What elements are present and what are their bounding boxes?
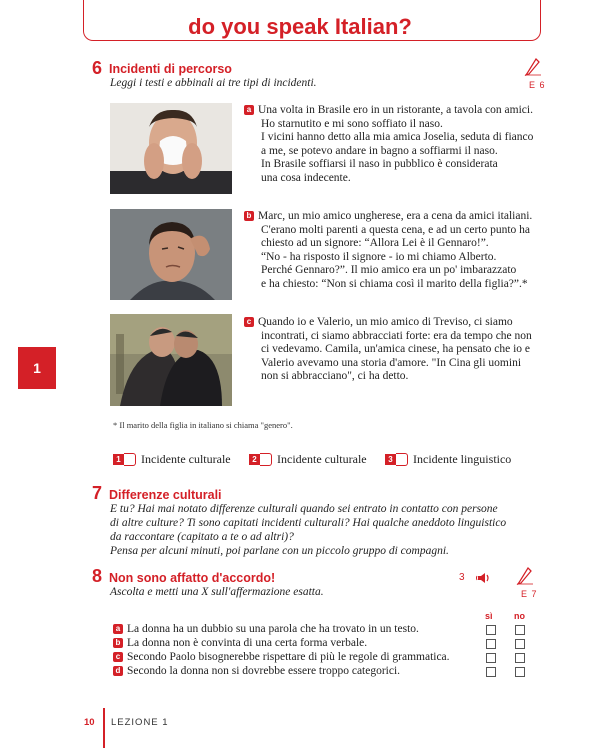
column-header-no: no <box>514 611 525 621</box>
exercise-7-line: di altre culture? Ti sono capitati incidenti culturali? Hai qualche aneddoto linguistico <box>110 517 507 529</box>
text-b-line: C'erano molti parenti a questa cena, e ad un certo punto ha <box>261 223 531 236</box>
checkbox-d-no[interactable] <box>515 667 525 677</box>
letter-badge-a: a <box>113 624 123 634</box>
match-item-3 <box>385 452 511 467</box>
match-number: 3 <box>385 454 396 465</box>
answer-box-3[interactable] <box>396 453 408 466</box>
lesson-label: LEZIONE 1 <box>111 717 169 728</box>
column-header-si: sì <box>485 611 493 621</box>
exercise-6-instruction: Leggi i testi e abbinali ai tre tipi di incidenti. <box>110 77 317 89</box>
checkbox-a-si[interactable] <box>486 625 496 635</box>
text-b-line: b Marc, un mio amico ungherese, era a cena da amici italiani. <box>244 210 532 224</box>
match-item-2 <box>249 452 367 467</box>
text-c-line: ci vedevamo. Camila, un'amica cinese, ha pensato che io e <box>261 343 531 356</box>
text-a-line: In Brasile soffiarsi il naso in pubblico è considerata <box>261 158 498 171</box>
match-label: Incidente culturale <box>277 452 367 466</box>
letter-badge-b: b <box>113 638 123 648</box>
text-a-line: I vicini hanno detto alla mia amica Joselia, seduta di fianco <box>261 131 534 144</box>
text-b-line: chiesto ad un signore: “Allora Lei è il Gennaro!”. <box>261 237 489 250</box>
text-a-line: a me, se potevo andare in bagno a soffiarmi il naso. <box>261 144 498 157</box>
exercise-7-number: 7 <box>92 483 103 503</box>
match-number: 2 <box>249 454 260 465</box>
text-b-line: e ha chiesto: “Non si chiama così il marito della figlia?”.* <box>261 277 528 290</box>
exercise-8-number: 8 <box>92 566 103 586</box>
exercise-7-line: Pensa per alcuni minuti, poi parlane con un piccolo gruppo di compagni. <box>110 545 449 557</box>
checkbox-c-si[interactable] <box>486 653 496 663</box>
text-a-line: una cosa indecente. <box>261 171 351 184</box>
letter-badge-c: c <box>244 317 254 327</box>
text-c-line: c Quando io e Valerio, un mio amico di Treviso, ci siamo <box>244 316 532 330</box>
text-b-line: Perché Gennaro?”. Il mio amico era un po' imbarazzato <box>261 264 517 277</box>
exercise-7-line: E tu? Hai mai notato differenze culturali quando sei entrato in contatto con persone <box>110 503 498 515</box>
text-b-line: “No - ha risposto il signore - io mi chiamo Alberto. <box>261 250 497 263</box>
letter-badge-d: d <box>113 666 123 676</box>
match-label: Incidente culturale <box>141 452 231 466</box>
exercise-8-code: E 7 <box>521 589 538 599</box>
lesson-side-tab: 1 <box>18 347 56 389</box>
exercise-6-code: E 6 <box>529 80 546 90</box>
match-label: Incidente linguistico <box>413 452 512 466</box>
photo-men-hugging <box>110 314 232 406</box>
text-a-line: Ho starnutito e mi sono soffiato il naso. <box>261 117 443 130</box>
statement-row: c Secondo Paolo bisognerebbe rispettare di più le regole di grammatica. <box>113 651 450 663</box>
match-number: 1 <box>113 454 124 465</box>
statement-row: a La donna ha un dubbio su una parola che ha trovato in un testo. <box>113 623 419 635</box>
footer-divider <box>103 708 105 748</box>
text-c-line: non si abbracciano", ci ha detto. <box>261 370 409 383</box>
text-c-line: incontrati, ci siamo abbracciati forte: era da tempo che non <box>261 329 532 342</box>
match-item-1 <box>113 452 231 467</box>
pencil-icon <box>524 56 542 76</box>
text-a-line: a Una volta in Brasile ero in un ristorante, a tavola con amici. <box>244 104 533 118</box>
checkbox-c-no[interactable] <box>515 653 525 663</box>
photo-confused-man <box>110 209 232 300</box>
text-c <box>244 316 532 384</box>
checkbox-b-no[interactable] <box>515 639 525 649</box>
exercise-6-title: Incidenti di percorso <box>109 62 232 76</box>
exercise-8-instruction: Ascolta e metti una X sull'affermazione esatta. <box>110 586 324 598</box>
exercise-7-text <box>110 502 506 558</box>
letter-badge-a: a <box>244 105 254 115</box>
checkbox-d-si[interactable] <box>486 667 496 677</box>
exercise-7-title: Differenze culturali <box>109 488 222 502</box>
speaker-icon[interactable] <box>476 571 492 585</box>
checkbox-a-no[interactable] <box>515 625 525 635</box>
text-c-line: Valerio avevamo una storia d'amore. "In Cina gli uomini <box>261 356 522 369</box>
answer-box-2[interactable] <box>260 453 272 466</box>
page-title: do you speak Italian? <box>188 14 412 39</box>
photo-man-blowing-nose <box>110 103 232 194</box>
answer-box-1[interactable] <box>124 453 136 466</box>
statement-row: d Secondo la donna non si dovrebbe essere troppo categorici. <box>113 665 400 677</box>
audio-track-number: 3 <box>459 572 465 583</box>
statement-row: b La donna non è convinta di una certa forma verbale. <box>113 637 367 649</box>
checkbox-b-si[interactable] <box>486 639 496 649</box>
exercise-7-line: da raccontare (capitato a te o ad altri)? <box>110 531 294 543</box>
letter-badge-b: b <box>244 211 254 221</box>
text-b <box>244 210 532 292</box>
exercise-8-title: Non sono affatto d'accordo! <box>109 571 276 585</box>
pencil-icon <box>516 565 534 585</box>
page-number: 10 <box>84 717 95 728</box>
text-a <box>244 104 533 186</box>
exercise-6-number: 6 <box>92 58 103 78</box>
footnote: * Il marito della figlia in italiano si chiama "genero". <box>113 420 293 430</box>
letter-badge-c: c <box>113 652 123 662</box>
